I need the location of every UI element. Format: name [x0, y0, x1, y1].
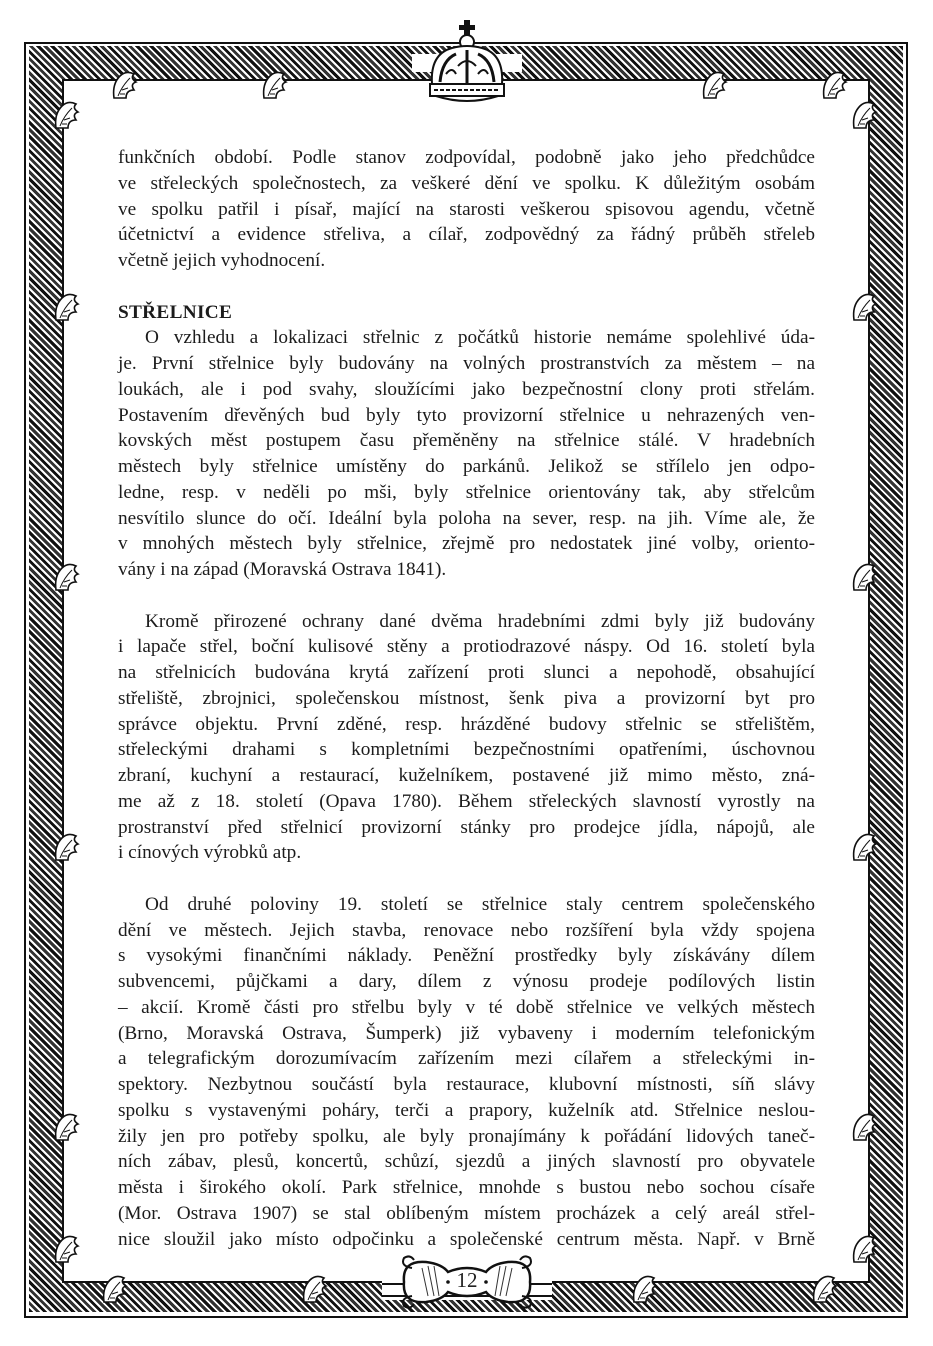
acanthus-leaf-icon — [300, 1272, 330, 1306]
text-line: O vzhledu a lokalizaci střelnic z počátků historie nemáme spolehlivé úda- — [145, 327, 815, 349]
text-line: Postavením dřevěných bud byly tyto provizorní střelnice u nehrazených ven- — [118, 404, 815, 426]
text-line: střeliště, zbrojnici, společenskou místnost, šenk piva a provizorní byt pro — [118, 687, 815, 709]
document-body — [118, 145, 815, 1252]
text-line: i cínových výrobků atp. — [118, 842, 302, 864]
text-line: nice sloužil jako místo odpočinku a společenské centrum města. Např. v Brně — [118, 1228, 815, 1250]
acanthus-leaf-icon — [100, 1272, 130, 1306]
text-line: kovských měst postupem času přeměněny na střelnice stálé. V hradebních — [118, 430, 815, 452]
text-line: ních zábav, plesů, koncertů, schůzí, sjezdů a jiných slavností pro obyvatele — [118, 1151, 815, 1173]
text-line: prostranství před střelnicí provizorní stánky pro prodejce jídla, nápojů, ale — [118, 816, 815, 838]
text-line: a telegrafickým dorozumívacím zařízením mezi cílařem a střeleckými in- — [118, 1048, 815, 1070]
acanthus-leaf-icon — [700, 68, 730, 102]
acanthus-leaf-icon — [820, 68, 850, 102]
acanthus-leaf-icon — [850, 830, 880, 864]
text-line: dění ve městech. Jejich stavba, renovace nebo rozšíření byla vždy spojena — [118, 919, 815, 941]
section-heading: STŘELNICE — [118, 301, 233, 323]
paragraph — [118, 325, 815, 583]
acanthus-leaf-icon — [850, 98, 880, 132]
acanthus-leaf-icon — [110, 68, 140, 102]
text-line: Kromě přirozené ochrany dané dvěma hradebními zdmi byly již budovány — [145, 610, 815, 632]
paragraph — [118, 892, 815, 1253]
text-line: správce objektu. První zděné, resp. hrázděné budovy střelnic se střelištěm, — [118, 713, 815, 735]
text-line: je. První střelnice byly budovány na volných prostranstvích za městem – na — [118, 353, 815, 374]
acanthus-leaf-icon — [850, 1232, 880, 1266]
crown-icon — [412, 14, 522, 114]
text-line: me až z 18. století (Opava 1780). Během střeleckých slavností vyrostly na — [118, 790, 815, 812]
text-line: spolku s vystavenými poháry, terči a prapory, kuželník atd. Střelnice neslou- — [118, 1099, 815, 1121]
text-line: s vysokými finančními náklady. Peněžní prostředky byly získávány dílem — [118, 945, 815, 967]
text-line: vány i na západ (Moravská Ostrava 1841). — [118, 559, 447, 580]
acanthus-leaf-icon — [630, 1272, 660, 1306]
text-line: – akcií. Kromě části pro střelbu byly v té době střelnice ve velkých městech — [118, 996, 815, 1018]
paragraph — [118, 145, 815, 274]
text-line: nesvítilo slunce do očí. Ideální byla poloha na sever, resp. na jih. Víme ale, že — [118, 507, 815, 529]
text-line: zbraní, kuchyní a restaurací, kuželníkem, postavené již mimo město, zná- — [118, 765, 815, 786]
text-line: spektory. Nezbytnou součástí byla restaurace, klubovní místnosti, síň slávy — [118, 1074, 815, 1095]
text-line: střeleckými drahami s kompletními bezpečnostními opatřeními, úschovnou — [118, 739, 815, 761]
text-line: v mnohých městech byly střelnice, zřejmě pro nedostatek jiné volby, oriento- — [118, 533, 815, 555]
text-line: účetnictví a evidence střeliva, a cílař, zodpovědný za řádný průběh střeleb — [118, 224, 815, 246]
text-line: funkčních období. Podle stanov zodpovídal, podobně jako jeho předchůdce — [118, 147, 815, 168]
acanthus-leaf-icon — [52, 98, 82, 132]
text-line: (Brno, Moravská Ostrava, Šumperk) již vybaveny i moderním telefonickým — [118, 1022, 815, 1044]
text-line: (Mor. Ostrava 1907) se stal oblíbeným místem procházek a celý areál střel- — [118, 1202, 815, 1224]
paragraph — [118, 609, 815, 867]
text-line: na střelnicích budována krytá zařízení proti slunci a nepohodě, obsahující — [118, 662, 815, 683]
acanthus-leaf-icon — [850, 1110, 880, 1144]
page-number-cartouche — [382, 1250, 552, 1314]
text-line: města i širokého okolí. Park střelnice, mnohde s bustou nebo sochou císaře — [118, 1177, 815, 1198]
text-line: žily jen pro potřeby spolku, ale byly pronajímány k pořádání lidových taneč- — [118, 1125, 815, 1147]
text-line: ledne, resp. v neděli po mši, byly střelnice orientovány tak, aby střelcům — [118, 481, 815, 503]
acanthus-leaf-icon — [850, 290, 880, 324]
text-line: ve střeleckých společnostech, za veškeré dění ve spolku. K důležitým osobám — [118, 172, 815, 194]
page-number: 12 — [456, 1268, 478, 1292]
text-line: ve spolku patřil i písař, mající na starosti veškerou spisovou agendu, včetně — [118, 198, 815, 220]
text-line: Od druhé poloviny 19. století se střelnice staly centrem společenského — [145, 893, 815, 915]
acanthus-leaf-icon — [52, 1110, 82, 1144]
text-line: subvencemi, půjčkami a dary, dílem z výnosu prodeje podílových listin — [118, 971, 815, 992]
acanthus-leaf-icon — [260, 68, 290, 102]
acanthus-leaf-icon — [52, 830, 82, 864]
acanthus-leaf-icon — [52, 560, 82, 594]
text-line: loukách, ale i pod svahy, sloužícími jako bezpečnostní clony proti střelám. — [118, 378, 815, 400]
acanthus-leaf-icon — [52, 1232, 82, 1266]
acanthus-leaf-icon — [850, 560, 880, 594]
text-line: městech byly střelnice umístěny do parkánů. Jelikož se střílelo jen odpo- — [118, 456, 815, 477]
acanthus-leaf-icon — [52, 290, 82, 324]
text-line: včetně jejich vyhodnocení. — [118, 250, 326, 271]
acanthus-leaf-icon — [810, 1272, 840, 1306]
text-line: i lapače střel, boční kulisové stěny a protiodrazové náspy. Od 16. století byla — [118, 636, 815, 658]
